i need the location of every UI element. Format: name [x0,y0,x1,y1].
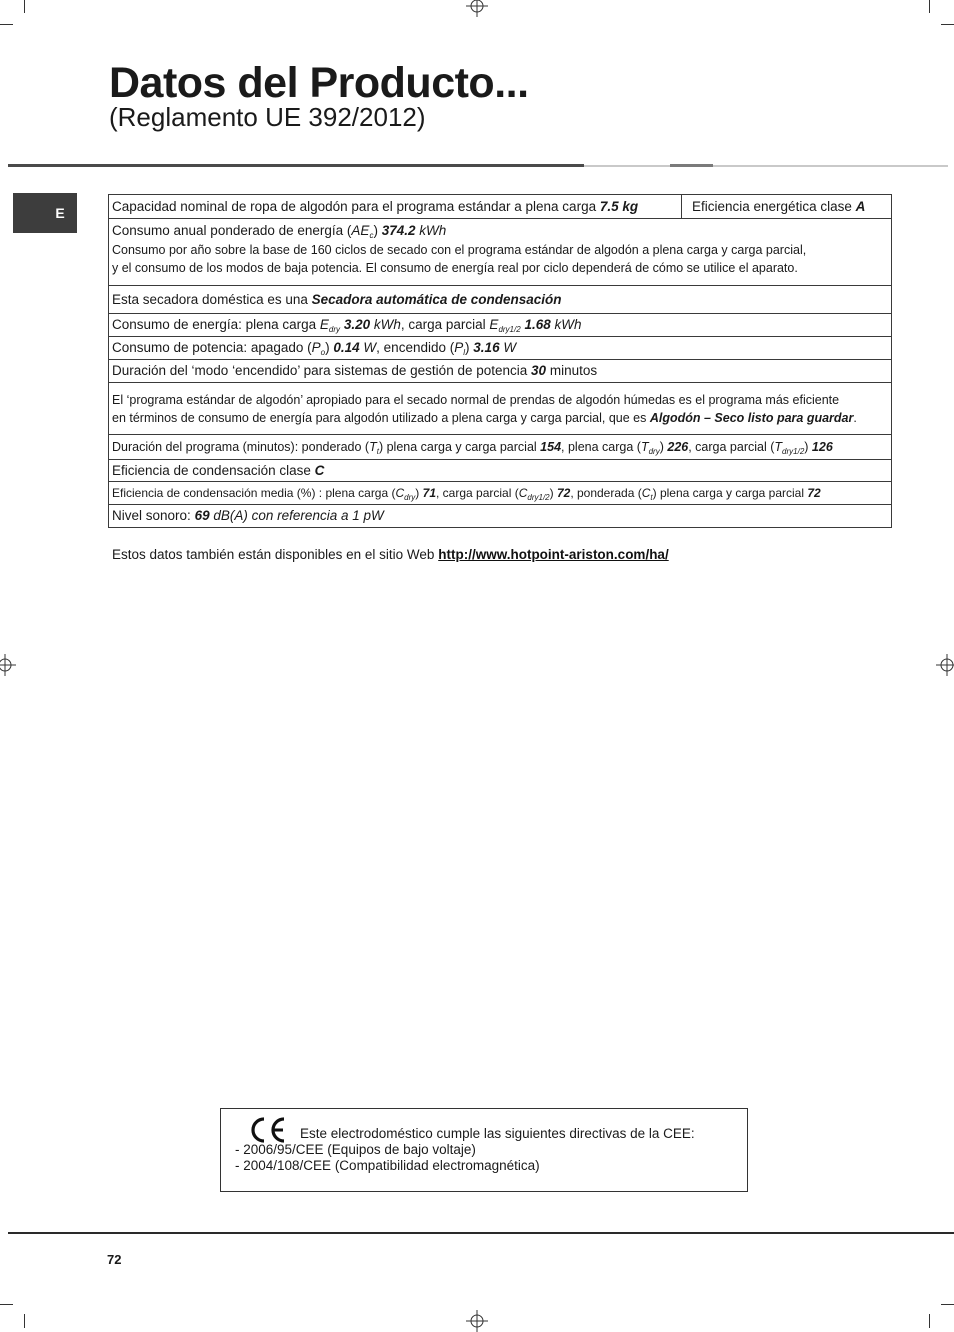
table-cell: Duración del programa (minutos): ponderado $(T_t)$ plena carga y carga parcial 154, plena carga $(T_{dry})$ 226, carga parcial $(T_{dry1/2})$ 126 [109,435,892,460]
registration-mark-icon [466,1310,488,1332]
page-title: Datos del Producto... [109,59,529,107]
table-row [109,314,892,337]
crop-mark [24,1314,25,1328]
crop-mark [24,0,25,13]
table-row [109,286,892,314]
header-rule [713,165,948,167]
crop-mark [929,0,930,13]
website-link[interactable]: http://www.hotpoint-ariston.com/ha/ [438,547,669,562]
table-row [109,383,892,435]
table-cell: Eficiencia energética clase A [682,195,892,219]
list-item: - 2004/108/CEE (Compatibilidad electromagnética) [235,1158,540,1173]
directive-list [235,1142,540,1174]
table-cell: Consumo anual ponderado de energía $(AE_c)$ 374.2 kWh Consumo por año sobre la base de 160 ciclos de secado con el programa estándar de algodón a plena carga y carga parcial, y el consumo de los modos de baja potencia. El consumo de energía real por ciclo dependerá de cómo se utilice el aparato. [109,219,892,286]
crop-mark [929,1314,930,1328]
page-number: 72 [107,1252,122,1267]
registration-mark-icon [0,654,16,676]
table-cell: Consumo de potencia: apagado $(P_o)$ 0.14 W, encendido $(P_l)$ 3.16 W [109,337,892,360]
table-cell: Nivel sonoro: 69 dB(A) con referencia a 1 pW [109,505,892,528]
table-cell: Duración del ‘modo ‘encendido’ para sistemas de gestión de potencia 30 minutos [109,360,892,383]
table-cell: Esta secadora doméstica es una Secadora automática de condensación [109,286,892,314]
web-note-text: Estos datos también están disponibles en el sitio Web [112,547,435,562]
table-cell: Eficiencia de condensación media (%) : plena carga $(C_{dry})$ 71, carga parcial $(C_{dry1/2})$ 72, ponderada $(C_t)$ plena carga y carga parcial 72 [109,482,892,505]
ce-compliance-box [220,1108,748,1192]
header-rule [670,164,713,167]
ce-statement: Este electrodoméstico cumple las siguientes directivas de la CEE: [300,1126,695,1141]
table-cell: Capacidad nominal de ropa de algodón para el programa estándar a plena carga 7.5 kg [109,195,682,219]
table-row [109,360,892,383]
crop-mark [0,24,13,25]
product-data-table [108,194,892,528]
page-subtitle: (Reglamento UE 392/2012) [109,102,426,132]
web-note [112,547,669,562]
list-item: - 2006/95/CEE (Equipos de bajo voltaje) [235,1142,476,1157]
table-cell: El ‘programa estándar de algodón’ apropiado para el secado normal de prendas de algodón húmedas es el programa más eficiente en términos de consumo de energía para algodón utilizado a plena carga y carga parcial, que es Algodón – Seco listo para guardar. [109,383,892,435]
registration-mark-icon [466,0,488,17]
crop-mark [0,1304,13,1305]
table-row [109,460,892,482]
table-row [109,337,892,360]
crop-mark [941,1304,954,1305]
registration-mark-icon [936,654,954,676]
crop-mark [941,24,954,25]
header-rule [8,164,584,167]
table-row [109,195,892,219]
table-cell: Consumo de energía: plena carga $E_{dry}$ 3.20 kWh, carga parcial $E_{dry1/2}$ 1.68 kWh [109,314,892,337]
table-cell: Eficiencia de condensación clase C [109,460,892,482]
header-rule [584,165,670,167]
table-row [109,482,892,505]
language-tab: E [13,193,77,233]
table-row [109,219,892,286]
table-row [109,505,892,528]
ce-mark-icon [249,1115,287,1145]
footer-rule [8,1232,954,1234]
table-row [109,435,892,460]
